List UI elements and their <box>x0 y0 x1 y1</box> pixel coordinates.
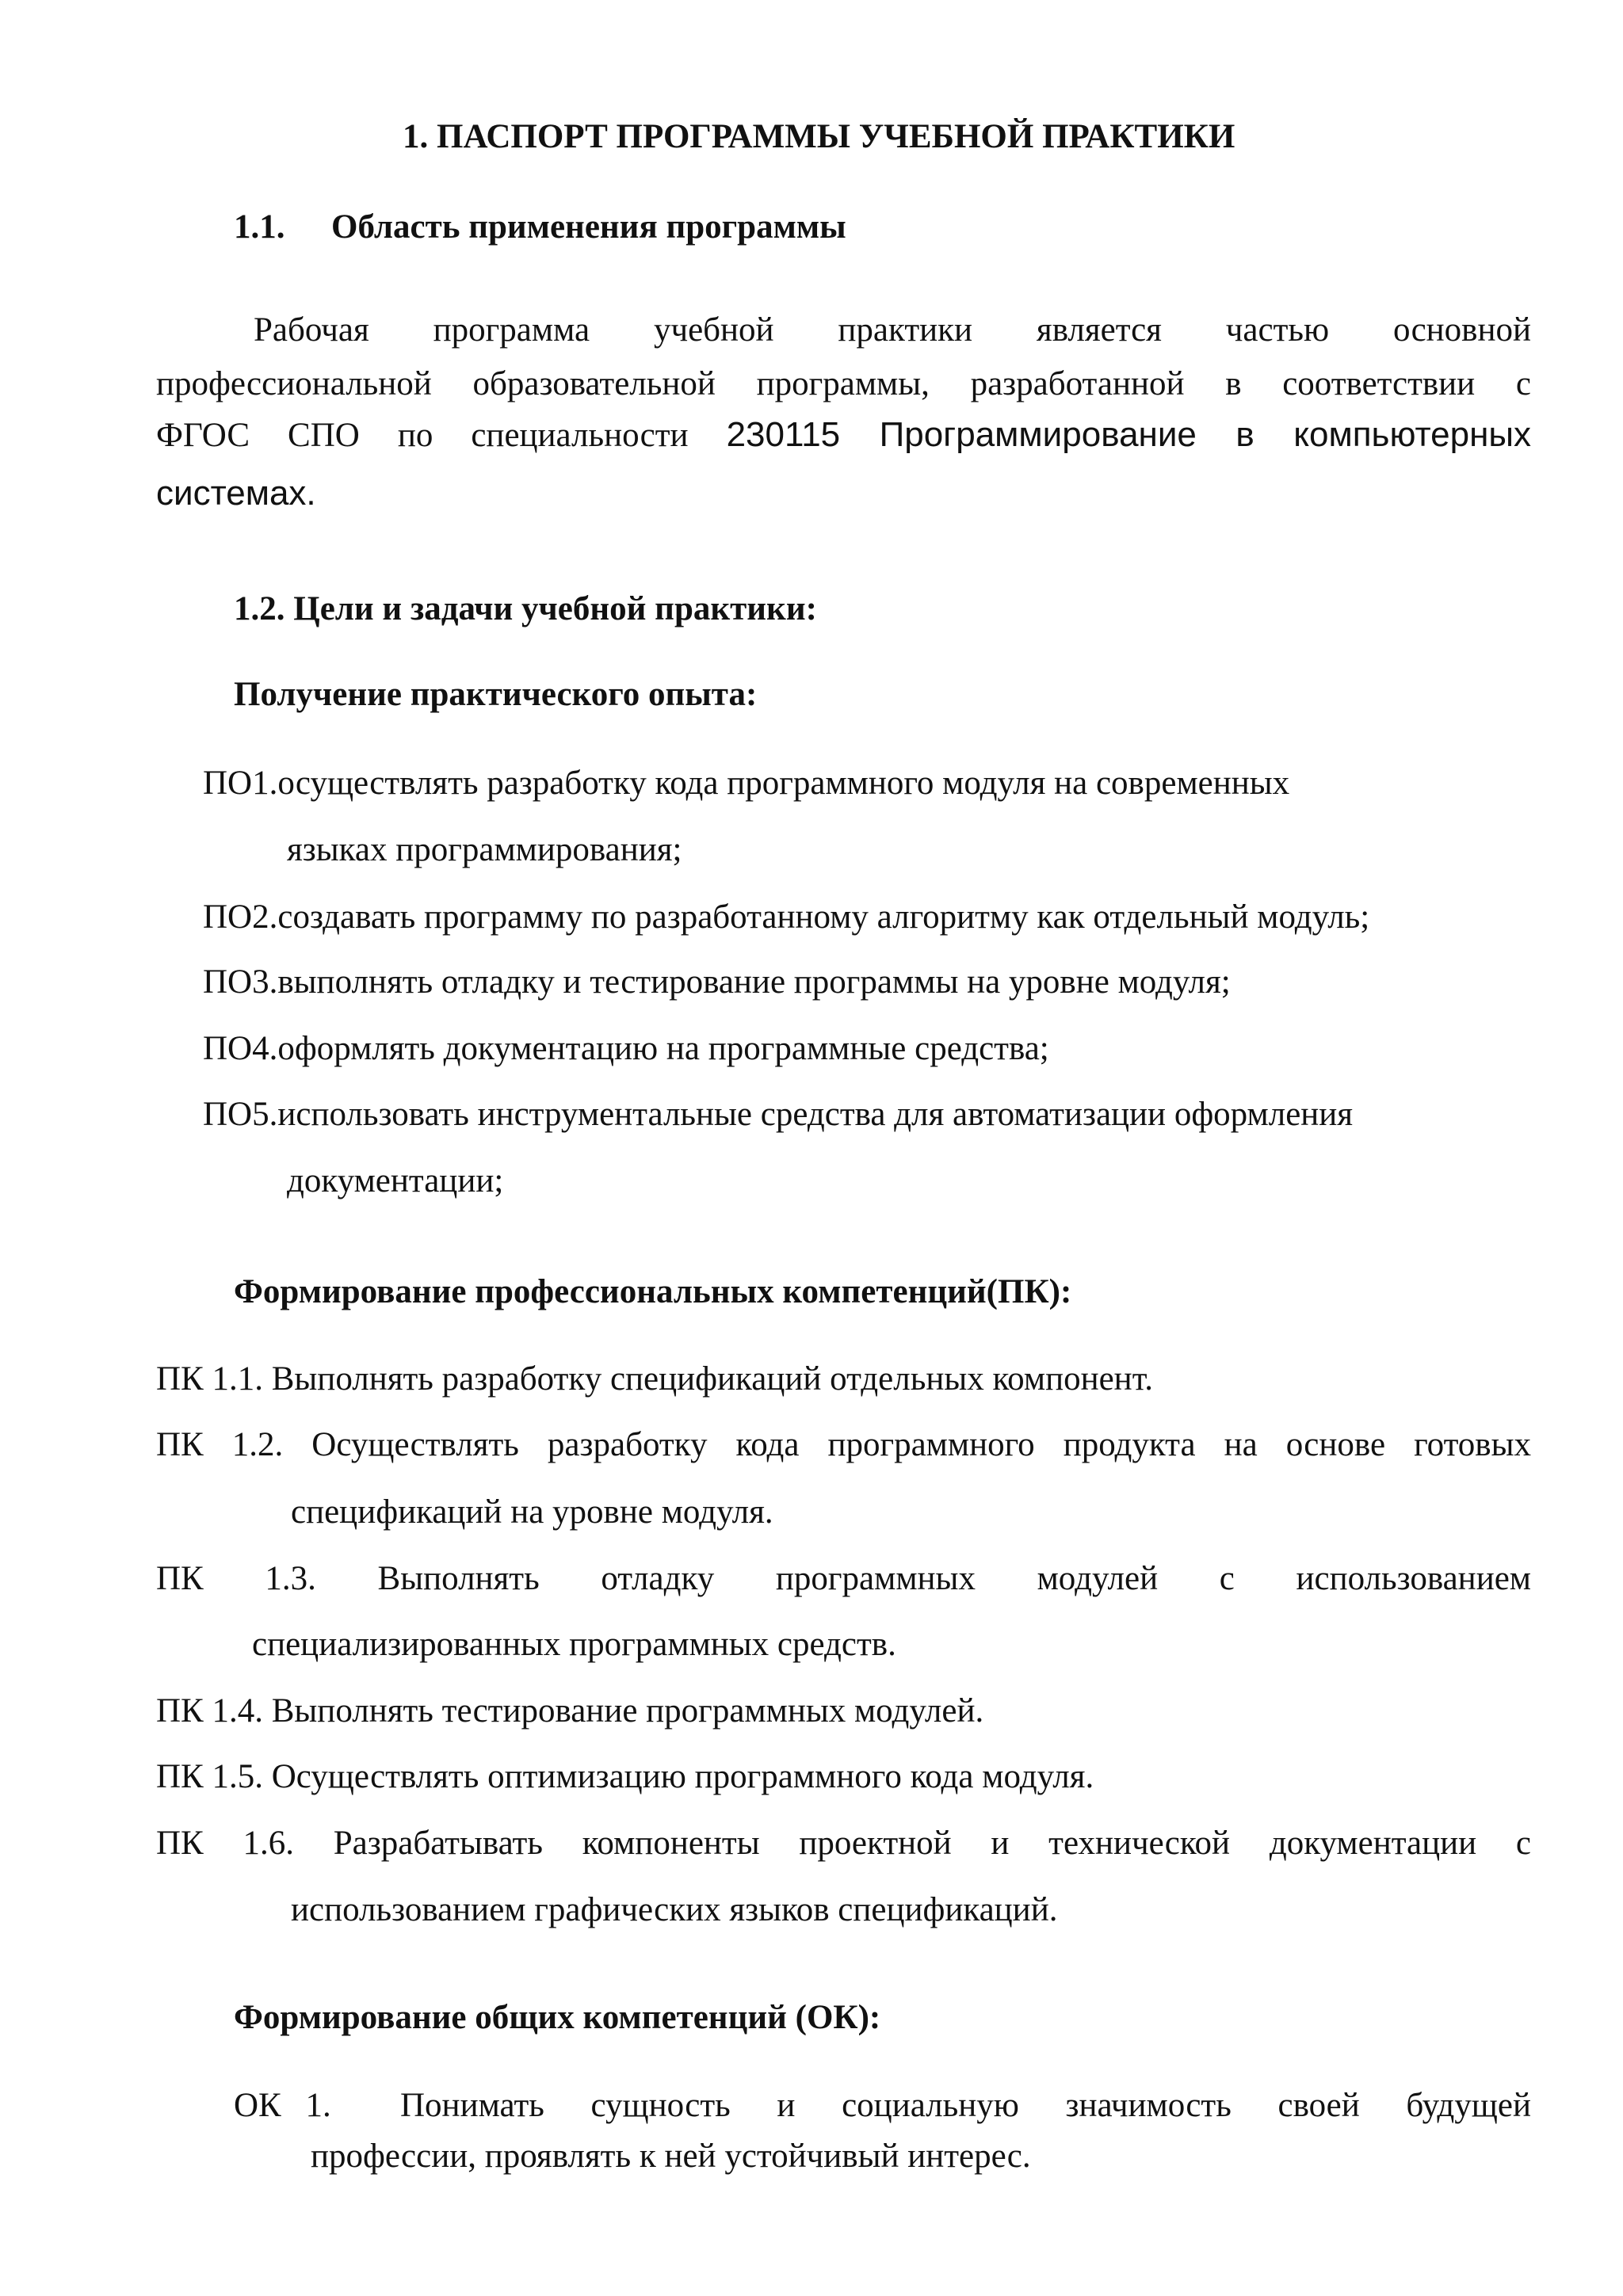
pk-item-4: ПК 1.4. Выполнять тестирование программных модулей. <box>156 1692 984 1730</box>
po-text: оформлять документацию на программные средства; <box>277 1030 1049 1067</box>
paragraph-line-2: профессиональной образовательной программы, разработанной в соответствии с <box>156 365 1531 402</box>
ok-item-1-code: ОК 1. <box>234 2087 331 2124</box>
practice-heading: Получение практического опыта: <box>234 676 758 713</box>
pk-item-1: ПК 1.1. Выполнять разработку спецификаций отдельных компонент. <box>156 1360 1154 1398</box>
po-code: ПО3. <box>203 963 278 1001</box>
paragraph-line-3-a: ФГОС СПО по специальности <box>156 417 689 454</box>
po-item-3 <box>203 963 1231 1001</box>
po-item-4 <box>203 1029 1049 1068</box>
section-1-1-heading: Область применения программы <box>331 208 846 246</box>
po-code: ПО5. <box>203 1096 278 1133</box>
po-item-2 <box>203 898 1369 936</box>
pk-item-3: ПК 1.3. Выполнять отладку программных модулей с использованием <box>156 1560 1531 1597</box>
po-code: ПО1. <box>203 765 278 802</box>
pk-item-2: ПК 1.2. Осуществлять разработку кода программного продукта на основе готовых <box>156 1426 1531 1463</box>
paragraph-line-3-b: 230115 Программирование в компьютерных <box>726 415 1532 454</box>
section-1-2-heading: 1.2. Цели и задачи учебной практики: <box>234 590 817 627</box>
po-item-1 <box>203 764 1289 803</box>
po-text: использовать инструментальные средства для автоматизации оформления <box>277 1096 1354 1133</box>
po-item-5 <box>203 1095 1353 1134</box>
po-text: создавать программу по разработанному алгоритму как отдельный модуль; <box>277 898 1370 936</box>
pk-item-6: ПК 1.6. Разрабатывать компоненты проектной и технической документации с <box>156 1825 1531 1862</box>
po-code: ПО4. <box>203 1030 278 1067</box>
pk-item-2-cont: спецификаций на уровне модуля. <box>291 1493 773 1531</box>
po-text: выполнять отладку и тестирование программы на уровне модуля; <box>277 963 1231 1001</box>
ok-item-1-cont: профессии, проявлять к ней устойчивый интерес. <box>311 2138 1031 2175</box>
document-title: 1. ПАСПОРТ ПРОГРАММЫ УЧЕБНОЙ ПРАКТИКИ <box>403 118 1235 155</box>
po-item-1-cont: языках программирования; <box>287 831 682 868</box>
ok-item-1: Понимать сущность и социальную значимость своей будущей <box>400 2087 1531 2124</box>
po-item-5-cont: документации; <box>287 1162 504 1199</box>
ok-heading: Формирование общих компетенций (ОК): <box>234 1999 881 2036</box>
po-text: осуществлять разработку кода программного модуля на современных <box>277 765 1290 802</box>
pk-item-3-cont: специализированных программных средств. <box>252 1626 896 1663</box>
paragraph-line-4: системах. <box>156 474 316 513</box>
pk-item-5: ПК 1.5. Осуществлять оптимизацию программного кода модуля. <box>156 1758 1094 1795</box>
po-code: ПО2. <box>203 898 278 936</box>
paragraph-line-1: Рабочая программа учебной практики является частью основной <box>254 311 1531 349</box>
paragraph-line-3 <box>156 415 1531 455</box>
pk-heading: Формирование профессиональных компетенций(ПК): <box>234 1273 1072 1310</box>
section-1-1-number: 1.1. <box>234 208 285 246</box>
pk-item-6-cont: использованием графических языков спецификаций. <box>291 1891 1058 1928</box>
